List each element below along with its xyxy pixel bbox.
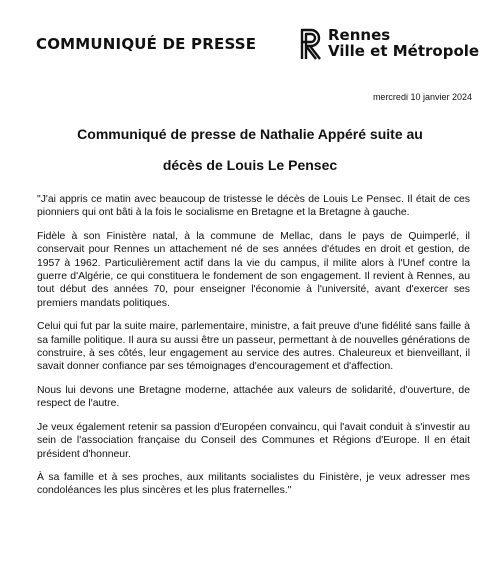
paragraph: À sa famille et à ses proches, aux militants socialistes du Finistère, je veux adresser mes condoléances les plus sincères et les plus fraternelles." xyxy=(37,471,470,497)
paragraph: Je veux également retenir sa passion d'Européen convaincu, qui l'avait conduit à s'investir au sein de l'association française du Conseil des Communes et Régions d'Europe. Il en était président d'honneur. xyxy=(37,421,470,460)
paragraph: Fidèle à son Finistère natal, à la commune de Mellac, dans le pays de Quimperlé, il conservait pour Rennes un attachement né de ses années d'études en droit et gestion, de 1957 à 1962. Particulièrement actif dans la vie du campus, il milite alors à l'Unef contre la guerre d'Algérie, ce qui constituera le fondement de son engagement. Il revient à Rennes, au tout début des années 70, pour enseigner l'économie à l'université, avant d'exercer ses premiers mandats politiques. xyxy=(37,230,470,309)
paragraph: Nous lui devons une Bretagne moderne, attachée aux valeurs de solidarité, d'ouverture, de respect de l'autre. xyxy=(37,384,470,410)
document-title xyxy=(30,119,470,181)
paragraph: "J'ai appris ce matin avec beaucoup de tristesse le décès de Louis Le Pensec. Il était de ces pionniers qui ont bâti à la fois le socialisme en Bretagne et la Bretagne à gauche. xyxy=(37,194,470,219)
press-release-label: COMMUNIQUÉ DE PRESSE xyxy=(36,35,257,53)
logo-text-rennes: Rennes xyxy=(328,26,391,44)
title-line-1: Communiqué de presse de Nathalie Appéré suite au xyxy=(77,126,423,142)
rennes-r-logo-icon xyxy=(300,28,322,60)
logo-text-ville-metropole: Ville et Métropole xyxy=(328,42,480,60)
title-line-2: décès de Louis Le Pensec xyxy=(162,157,338,173)
paragraph: Celui qui fut par la suite maire, parlementaire, ministre, a fait preuve d'une fidélité sans faille à sa famille politique. Il aura su aussi être un passeur, permettant à de nouvelles générations de construire, à ses côtés, leur engagement au service des autres. Chaleureux et bienveillant, il savait donner confiance par ses témoignages d'encouragement et d'affection. xyxy=(37,321,470,373)
statement-body xyxy=(37,193,470,508)
rennes-logo xyxy=(300,26,480,63)
release-date: mercredi 10 janvier 2024 xyxy=(372,92,472,102)
